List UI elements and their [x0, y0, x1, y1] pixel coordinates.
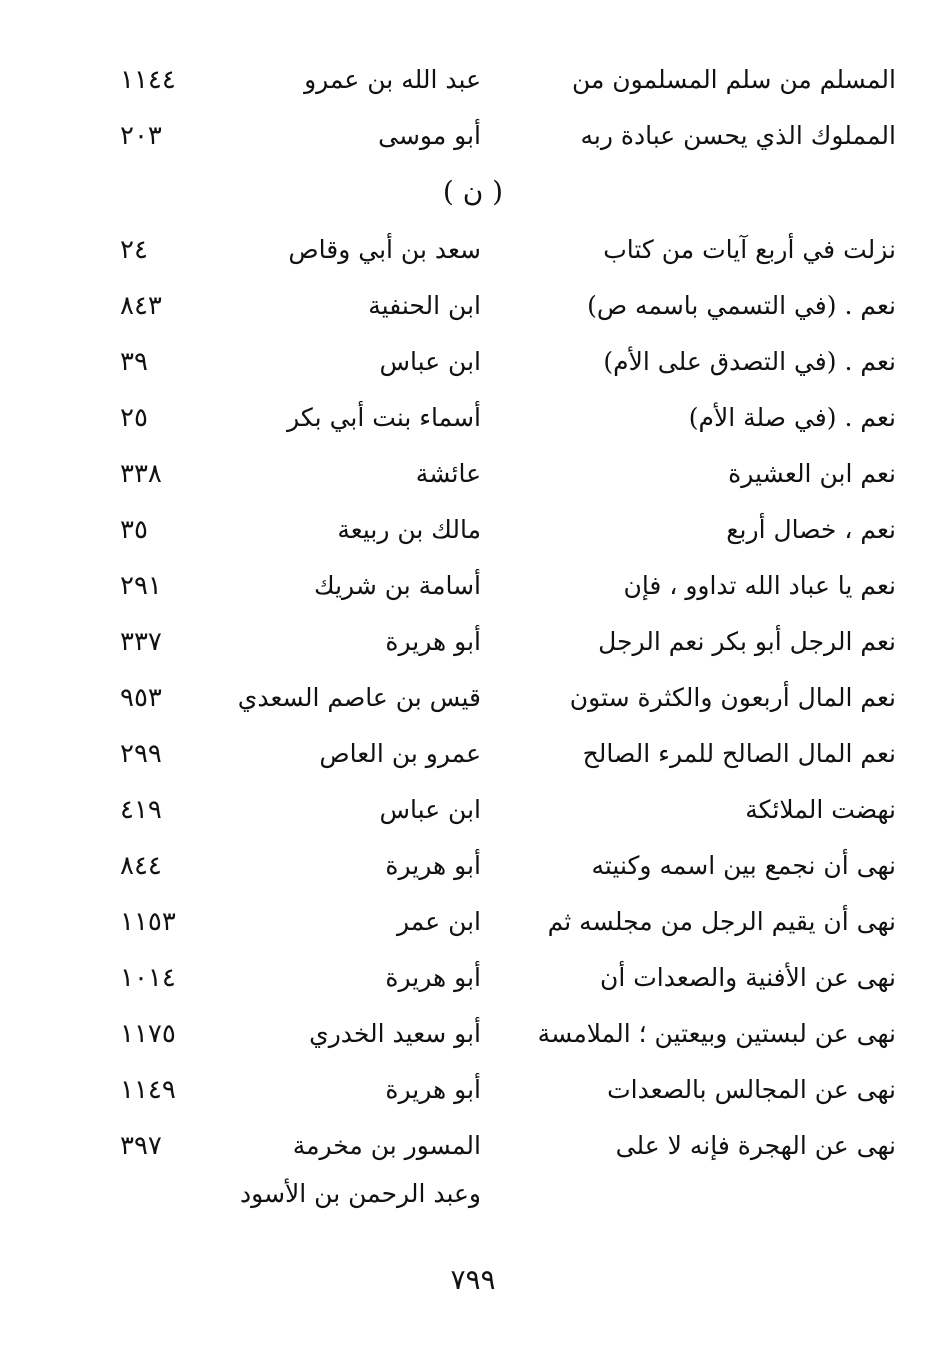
page-reference: ١١٤٩: [120, 1075, 176, 1105]
hadith-text: نهضت الملائكة: [745, 795, 896, 824]
hadith-text: نعم ابن العشيرة: [728, 459, 896, 488]
page-reference: ٨٤٤: [120, 851, 162, 881]
index-entry: [0, 1012, 946, 1068]
narrator-name: قيس بن عاصم السعدي: [237, 683, 481, 712]
hadith-text: نهى عن الهجرة فإنه لا على: [615, 1131, 896, 1160]
page-reference: ١١٤٤: [120, 65, 176, 95]
narrator-name: أسامة بن شريك: [314, 571, 481, 600]
hadith-text: نعم . (في التصدق على الأم): [603, 347, 896, 376]
narrator-name: ابن عباس: [379, 347, 481, 376]
hadith-text: نعم . (في صلة الأم): [688, 403, 896, 432]
page-reference: ٨٤٣: [120, 291, 162, 321]
page-reference: ٢٩١: [120, 571, 162, 601]
page-number: ٧٩٩: [450, 1263, 496, 1296]
narrator-name: أسماء بنت أبي بكر: [287, 403, 481, 432]
section-heading: ( ن ): [442, 175, 504, 208]
narrator-name: أبو هريرة: [385, 851, 481, 880]
page-reference: ٣٥: [120, 515, 148, 545]
hadith-text: نعم يا عباد الله تداوو ، فإن: [623, 571, 896, 600]
index-entry: [0, 228, 946, 284]
narrator-name: عائشة: [415, 459, 481, 488]
index-entry: [0, 452, 946, 508]
index-entry: [0, 396, 946, 452]
narrator-name: عبد الله بن عمرو: [304, 65, 481, 94]
narrator-name: ابن عباس: [379, 795, 481, 824]
index-entry: [0, 900, 946, 956]
index-entry: [0, 676, 946, 732]
page-reference: ٣٩٧: [120, 1131, 162, 1161]
index-entry: [0, 58, 946, 114]
index-entry: [0, 956, 946, 1012]
index-entry: [0, 788, 946, 844]
page-reference: ٣٣٧: [120, 627, 162, 657]
page-reference: ١١٥٣: [120, 907, 176, 937]
page-reference: ١١٧٥: [120, 1019, 176, 1049]
index-entry: [0, 732, 946, 788]
narrator-name: أبو سعيد الخدري: [309, 1019, 481, 1048]
index-entry: [0, 114, 946, 170]
hadith-text: المسلم من سلم المسلمون من: [571, 65, 896, 94]
page-reference: ٢٤: [120, 235, 148, 265]
page-reference: ٢٥: [120, 403, 148, 433]
hadith-text: نزلت في أربع آيات من كتاب: [603, 235, 896, 264]
hadith-text: نهى عن لبستين وبيعتين ؛ الملامسة: [537, 1019, 896, 1048]
index-entry: [0, 1068, 946, 1124]
page-reference: ٢٩٩: [120, 739, 162, 769]
narrator-name: عمرو بن العاص: [319, 739, 481, 768]
narrator-name: أبو موسى: [378, 121, 481, 150]
hadith-text: نعم . (في التسمي باسمه ص): [587, 291, 896, 320]
page-reference: ٢٠٣: [120, 121, 162, 151]
hadith-text: نهى أن يقيم الرجل من مجلسه ثم: [547, 907, 896, 936]
narrator-name: سعد بن أبي وقاص: [288, 235, 481, 264]
hadith-text: نعم الرجل أبو بكر نعم الرجل: [598, 627, 896, 656]
index-entry: [0, 620, 946, 676]
index-entry: [0, 284, 946, 340]
index-entry: [0, 340, 946, 396]
hadith-text: نهى عن الأفنية والصعدات أن: [600, 963, 896, 992]
page-reference: ١٠١٤: [120, 963, 176, 993]
hadith-text: نهى أن نجمع بين اسمه وكنيته: [591, 851, 896, 880]
narrator-name: أبو هريرة: [385, 1075, 481, 1104]
hadith-text: نعم ، خصال أربع: [726, 515, 896, 544]
narrator-name: ابن الحنفية: [368, 291, 481, 320]
narrator-name: أبو هريرة: [385, 627, 481, 656]
hadith-text: نهى عن المجالس بالصعدات: [607, 1075, 896, 1104]
narrator-name: مالك بن ربيعة: [337, 515, 481, 544]
page-reference: ٣٣٨: [120, 459, 162, 489]
index-entry: [0, 508, 946, 564]
hadith-text: المملوك الذي يحسن عبادة ربه: [580, 121, 896, 150]
page-reference: ٣٩: [120, 347, 148, 377]
hadith-text: نعم المال أربعون والكثرة ستون: [569, 683, 896, 712]
index-entry: [0, 844, 946, 900]
hadith-text: نعم المال الصالح للمرء الصالح: [582, 739, 896, 768]
page-reference: ٩٥٣: [120, 683, 162, 713]
narrator-name: ابن عمر: [396, 907, 481, 936]
narrator-continuation: وعبد الرحمن بن الأسود: [240, 1179, 481, 1208]
page-reference: ٤١٩: [120, 795, 162, 825]
narrator-name: المسور بن مخرمة: [292, 1131, 481, 1160]
narrator-name: أبو هريرة: [385, 963, 481, 992]
index-entry: [0, 564, 946, 620]
